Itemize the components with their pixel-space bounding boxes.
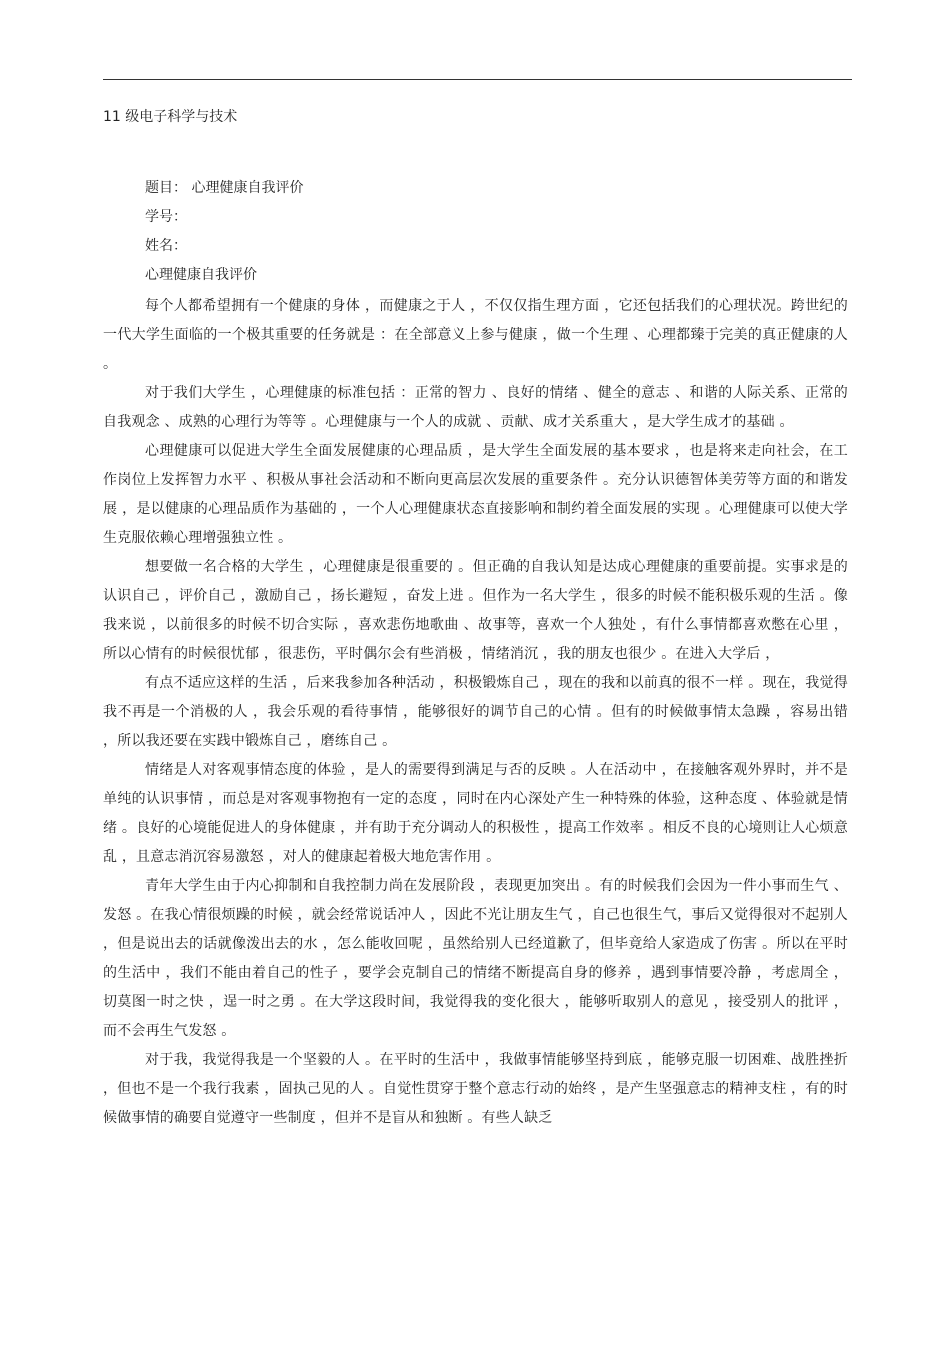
name-line: 姓名：: [145, 238, 187, 254]
paragraph: 对于我，我觉得我是一个坚毅的人 。在平时的生活中 ，我做事情能够坚持到底 ，能够克服一切困难、战胜挫折 ，但也不是一个我行我素 ，固执己见的人 。自觉性贯穿于整个意志行动的始终 ，是产生坚强意志的精神支柱 ，有的时候做事情的确要自觉遵守一些制度 ，但并不是盲从和独断 。有些人缺乏: [103, 1052, 848, 1126]
essay-body: [103, 292, 848, 1133]
paragraph: 有点不适应这样的生活 ，后来我参加各种活动 ，积极锻炼自己 ，现在的我和以前真的很不一样 。现在，我觉得我不再是一个消极的人 ，我会乐观的看待事情 ，能够很好的调节自己的心情 。但有的时候做事情太急躁 ，容易出错 ，所以我还要在实践中锻炼自己 ，磨练自己 。: [103, 675, 848, 749]
paragraph: 心理健康可以促进大学生全面发展健康的心理品质 ，是大学生全面发展的基本要求 ，也是将来走向社会，在工作岗位上发挥智力水平 、积极从事社会活动和不断向更高层次发展的重要条件 。充分认识德智体美劳等方面的和谐发展 ，是以健康的心理品质作为基础的 ，一个人心理健康状态直接影响和制约着全面发展的实现 。心理健康可以使大学生克服依赖心理增强独立性 。: [103, 443, 848, 546]
essay-title: 心理健康自我评价: [145, 267, 257, 283]
topic-line: 题目： 心理健康自我评价: [145, 180, 304, 196]
paragraph: 每个人都希望拥有一个健康的身体 ，而健康之于人 ，不仅仅指生理方面 ，它还包括我们的心理状况。跨世纪的一代大学生面临的一个极其重要的任务就是 ：在全部意义上参与健康 ，做一个生理 、心理都臻于完美的真正健康的人 。: [103, 298, 848, 372]
paragraph: 青年大学生由于内心抑制和自我控制力尚在发展阶段 ，表现更加突出 。有的时候我们会因为一件小事而生气 、发怒 。在我心情很烦躁的时候 ，就会经常说话冲人 ，因此不光让朋友生气 ，自己也很生气，事后又觉得很对不起别人 ，但是说出去的话就像泼出去的水 ，怎么能收回呢 ，虽然给别人已经道歉了，但毕竟给人家造成了伤害 。所以在平时的生活中 ，我们不能由着自己的性子 ，要学会克制自己的情绪不断提高自身的修养 ，遇到事情要冷静 ，考虑周全 ，切莫图一时之快 ，逞一时之勇 。在大学这段时间，我觉得我的变化很大 ，能够听取别人的意见 ，接受别人的批评 ，而不会再生气发怒 。: [103, 878, 848, 1039]
paragraph: 对于我们大学生 ，心理健康的标准包括 ：正常的智力 、良好的情绪 、健全的意志 、和谐的人际关系、正常的自我观念 、成熟的心理行为等等 。心理健康与一个人的成就 、贡献、成才关系重大 ，是大学生成才的基础 。: [103, 385, 848, 430]
paragraph: 情绪是人对客观事情态度的体验 ，是人的需要得到满足与否的反映 。人在活动中 ，在接触客观外界时，并不是单纯的认识事情 ，而总是对客观事物抱有一定的态度 ，同时在内心深处产生一种特殊的体验，这种态度 、体验就是情绪 。良好的心境能促进人的身体健康 ，并有助于充分调动人的积极性 ，提高工作效率 。相反不良的心境则让人心烦意乱 ，且意志消沉容易激怒 ，对人的健康起着极大地危害作用 。: [103, 762, 848, 865]
paragraph: 想要做一名合格的大学生 ，心理健康是很重要的 。但正确的自我认知是达成心理健康的重要前提。实事求是的认识自己 ，评价自己 ，激励自己 ，扬长避短 ，奋发上进 。但作为一名大学生 ，很多的时候不能积极乐观的生活 。像我来说 ，以前很多的时候不切合实际 ，喜欢悲伤地歌曲 、故事等，喜欢一个人独处 ，有什么事情都喜欢憋在心里 ，所以心情有的时候很忧郁 ，很悲伤，平时偶尔会有些消极 ，情绪消沉 ，我的朋友也很少 。在进入大学后 ，: [103, 559, 848, 662]
header-rule: [103, 79, 852, 80]
class-line: 11 级电子科学与技术: [103, 109, 238, 125]
student-id-line: 学号：: [145, 209, 187, 225]
